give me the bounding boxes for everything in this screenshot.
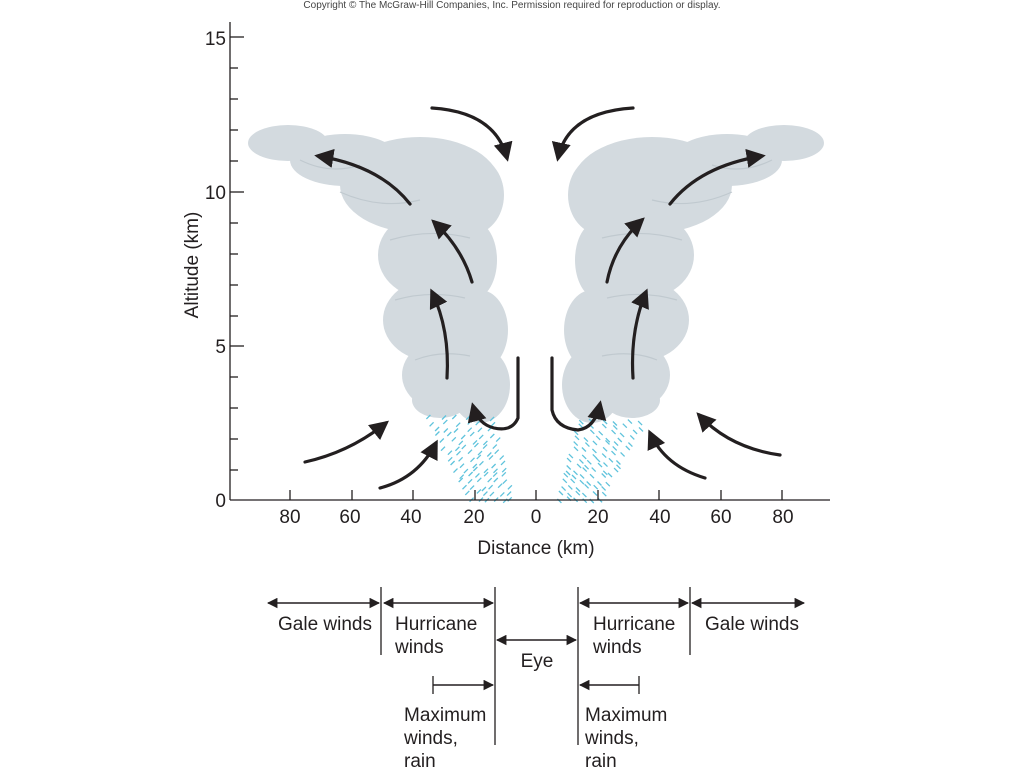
rain-streak (507, 492, 511, 496)
rain-streak (496, 438, 500, 442)
rain-streak (580, 474, 584, 478)
rain-streak (502, 468, 506, 472)
rain-streak (572, 475, 576, 479)
rain-streak (503, 480, 507, 484)
left-max-winds-label: rain (404, 751, 436, 768)
rain-streak (500, 492, 504, 496)
zone-labels (278, 614, 799, 768)
rain-streak (435, 427, 439, 431)
rain-streak (577, 464, 581, 468)
left-hurricane-winds-label: Hurricane (395, 614, 478, 635)
right-gale-winds-label: Gale winds (705, 614, 799, 635)
rain-streak (468, 428, 472, 432)
rain-streak (585, 484, 589, 488)
rain-streak (599, 431, 603, 435)
rain-streak (612, 451, 616, 455)
rain-streak (495, 450, 499, 454)
rain-streak (602, 424, 606, 428)
rain-streak (564, 473, 568, 477)
inflow-arrow (699, 415, 780, 455)
x-tick-label: 60 (339, 507, 361, 528)
rain-streak (488, 478, 492, 482)
rain-streak (579, 424, 583, 428)
rain-streak (592, 468, 596, 472)
x-tick-label: 20 (587, 507, 609, 528)
rain-streak (567, 466, 571, 470)
rain-streak (471, 458, 475, 462)
x-tick-label: 60 (710, 507, 732, 528)
rain-streak (616, 461, 620, 465)
rain-streak (582, 448, 586, 452)
rain-streak (603, 447, 607, 451)
x-tick-label: 40 (649, 507, 671, 528)
rain-streak (477, 489, 481, 493)
rain-streak (483, 492, 487, 496)
rain-streak (469, 472, 473, 476)
inflow-arrow (650, 433, 705, 478)
rain-streak (602, 454, 606, 458)
rain-streak (583, 499, 587, 503)
rain-streak (602, 492, 606, 496)
rain-streak (494, 478, 498, 482)
x-tick-label: 80 (279, 507, 301, 528)
rain-streak (608, 473, 612, 477)
rain-streak (614, 442, 618, 446)
rain-streak (592, 449, 596, 453)
rain-streak (475, 473, 479, 477)
rain-streak (468, 420, 472, 424)
rain-streak (568, 485, 572, 489)
rain-streak (630, 435, 634, 439)
rain-streak (500, 456, 504, 460)
rain-streak (494, 469, 498, 473)
rain-streak (580, 480, 584, 484)
y-tick-labels (205, 29, 226, 512)
rain-streak (456, 423, 460, 427)
eye-label: Eye (520, 651, 554, 672)
rain-streak (468, 450, 472, 454)
rain-streak (459, 441, 463, 445)
x-tick-label: 80 (772, 507, 794, 528)
left-gale-winds-label: Gale winds (278, 614, 372, 635)
inflow-arrow (380, 443, 436, 488)
right-max-winds-label: rain (585, 751, 617, 768)
rain-streak (463, 485, 467, 489)
rain-streak (470, 486, 474, 490)
rain-streak (468, 479, 472, 483)
rain-streak (582, 493, 586, 497)
rain-streak (508, 485, 512, 489)
rain-streak (478, 428, 482, 432)
rain-streak (628, 420, 632, 424)
rain-streak (617, 465, 621, 469)
x-axis (230, 490, 830, 500)
rain-streak (583, 468, 587, 472)
right-rain-band (557, 419, 643, 503)
y-axis-title: Altitude (km) (182, 211, 203, 319)
rain-streak (455, 447, 459, 451)
rain-streak (593, 492, 597, 496)
rain-streak (460, 464, 464, 468)
rain-streak (598, 482, 602, 486)
rain-streak (451, 461, 455, 465)
rain-streak (626, 446, 630, 450)
y-tick-label-0: 0 (215, 491, 226, 512)
y-tick-label-10: 10 (204, 183, 226, 204)
rain-streak (461, 435, 465, 439)
rain-streak (584, 438, 588, 442)
rain-streak (440, 439, 444, 443)
rain-streak (571, 479, 575, 483)
y-tick-label-15: 15 (204, 29, 226, 50)
right-hurricane-winds-label: winds (593, 637, 642, 658)
rain-streak (576, 488, 580, 492)
rain-streak (638, 421, 642, 425)
rain-streak (574, 447, 578, 451)
rain-streak (441, 447, 445, 451)
rain-streak (473, 440, 477, 444)
rain-streak (435, 432, 439, 436)
y-axis (230, 22, 244, 500)
rain-streak (452, 437, 456, 441)
rain-streak (590, 474, 594, 478)
rain-streak (602, 474, 606, 478)
rain-streak (603, 471, 607, 475)
rain-streak (493, 445, 497, 449)
right-max-winds-label: Maximum (585, 705, 668, 726)
rain-streak (501, 461, 505, 465)
rain-streak (576, 491, 580, 495)
rain-streak (621, 452, 625, 456)
left-max-winds-label: Maximum (404, 705, 487, 726)
rain-streak (587, 482, 591, 486)
rain-streak (574, 442, 578, 446)
copyright-notice: Copyright © The McGraw-Hill Companies, Inc. Permission required for reproduction or display. (303, 0, 721, 11)
rain-streak (489, 485, 493, 489)
rain-streak (596, 436, 600, 440)
rain-streak (464, 469, 468, 473)
rain-streak (604, 463, 608, 467)
rain-streak (590, 430, 594, 434)
rain-streak (563, 479, 567, 483)
rain-streak (559, 491, 563, 495)
rain-streak (609, 458, 613, 462)
rain-streak (628, 443, 632, 447)
rain-streak (568, 493, 572, 497)
rain-streak (596, 458, 600, 462)
rain-streak (454, 469, 458, 473)
rain-streak (443, 420, 447, 424)
rain-streak (474, 443, 478, 447)
rain-streak (454, 429, 458, 433)
right-hurricane-winds-label: Hurricane (593, 614, 676, 635)
rain-streak (489, 455, 493, 459)
rain-streak (585, 443, 589, 447)
rain-streak (477, 478, 481, 482)
rain-streak (477, 455, 481, 459)
rain-streak (448, 451, 452, 455)
rain-streak (582, 455, 586, 459)
rain-streak (479, 435, 483, 439)
rain-streak (579, 459, 583, 463)
rain-streak (492, 464, 496, 468)
rain-streak (618, 438, 622, 442)
rain-streak (493, 473, 497, 477)
rain-streak (562, 487, 566, 491)
rain-streak (490, 434, 494, 438)
rain-streak (606, 482, 610, 486)
right-eyewall-cloud (562, 125, 824, 423)
rain-streak (448, 457, 452, 461)
rain-streak (566, 471, 570, 475)
rain-streak (594, 485, 598, 489)
rain-streak (633, 430, 637, 434)
rain-streak (612, 430, 616, 434)
rain-streak (482, 487, 486, 491)
rain-streak (613, 422, 617, 426)
y-tick-label-5: 5 (215, 337, 226, 358)
right-max-winds-label: winds, (585, 728, 639, 749)
rain-streak (598, 463, 602, 467)
rain-streak (457, 451, 461, 455)
left-max-winds-label: winds, (404, 728, 458, 749)
rain-streak (508, 497, 512, 501)
rain-streak (430, 422, 434, 426)
rain-streak (479, 461, 483, 465)
x-tick-label: 20 (463, 507, 485, 528)
rain-streak (470, 432, 474, 436)
rain-streak (462, 445, 466, 449)
rain-streak (465, 491, 469, 495)
rain-streak (569, 454, 573, 458)
rain-streak (614, 468, 618, 472)
rain-streak (575, 436, 579, 440)
rain-streak (620, 433, 624, 437)
rain-streak (603, 420, 607, 424)
rain-streak (459, 457, 463, 461)
rain-streak (602, 486, 606, 490)
rain-streak (487, 453, 491, 457)
x-axis-title: Distance (km) (477, 538, 595, 559)
left-hurricane-winds-label: winds (395, 637, 444, 658)
rain-streak (478, 451, 482, 455)
rain-streak (574, 471, 578, 475)
x-tick-label: 0 (530, 507, 542, 528)
rain-streak (613, 446, 617, 450)
rain-streak (444, 429, 448, 433)
rain-streak (490, 492, 494, 496)
rain-streak (585, 465, 589, 469)
rain-streak (567, 458, 571, 462)
rain-streak (498, 484, 502, 488)
x-tick-labels (279, 507, 793, 528)
inflow-arrow (305, 423, 386, 462)
x-tick-label: 40 (400, 507, 422, 528)
rain-streak (502, 472, 506, 476)
rain-streak (613, 425, 617, 429)
rain-streak (623, 424, 627, 428)
rain-streak (639, 427, 643, 431)
rain-streak (447, 432, 451, 436)
rain-streak (593, 441, 597, 445)
rain-streak (587, 460, 591, 464)
